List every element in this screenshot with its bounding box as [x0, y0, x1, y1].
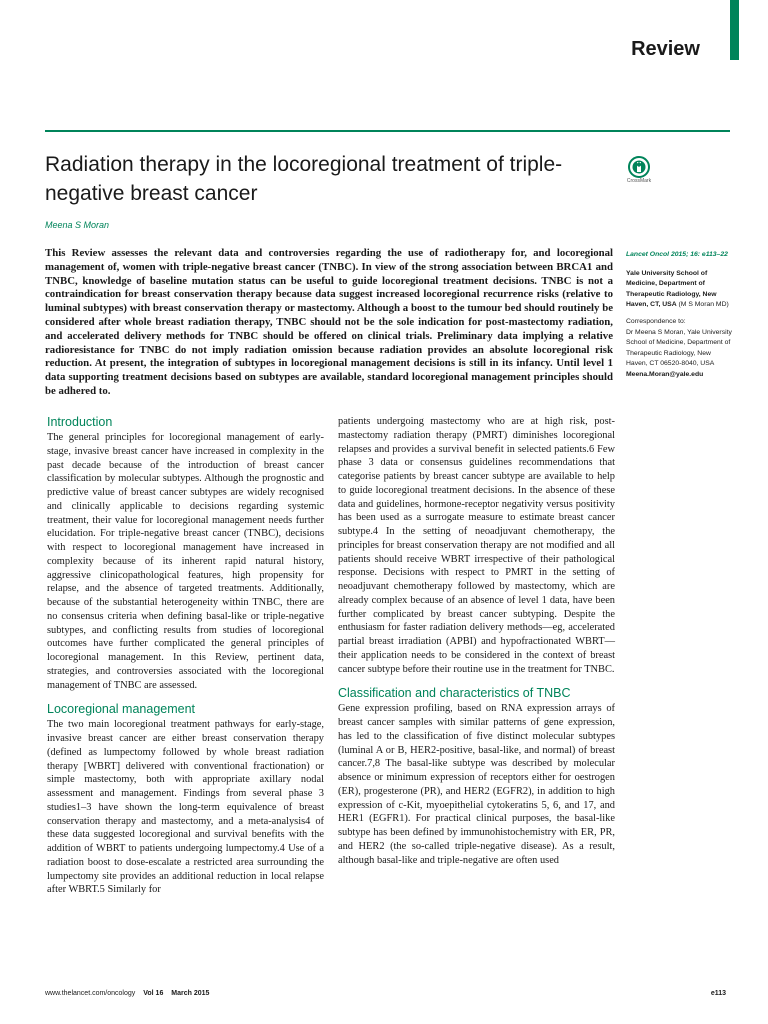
footer-url[interactable]: www.thelancet.com/oncology [45, 990, 136, 997]
page-number: e113 [710, 990, 726, 997]
article-title: Radiation therapy in the locoregional treatment of triple-negative breast cancer [45, 153, 563, 205]
locoregional-heading: Locoregional management [47, 702, 196, 717]
affiliation-institution: Yale University School of Medicine, Department of Therapeutic Radiology, New Haven, CT, USA [626, 269, 717, 309]
footer-date: March 2015 [171, 990, 210, 997]
correspondence-email[interactable]: Meena.Moran@yale.edu [626, 370, 704, 378]
classification-heading: Classification and characteristics of TNBC [338, 686, 571, 701]
locoregional-text: The two main locoregional treatment pathways for early-stage, invasive breast cancer are either breast conservation therapy (defined as lumpectomy followed by whole breast radiation therapy [WBRT] delivered with conventional fractionation) or simple mastectomy, both with appropriate axillary nodal assessment and management. Findings from several phase 3 studies1–3 have shown the long-term equivalence of breast conservation therapy and mastectomy, and a meta-analysis4 of these data suggested locoregional and survival benefits with the addition of WBRT to patients undergoing lumpectomy.4 Use of a radiation boost to dose-escalate a restricted area surrounding the lumpectomy site provides an additional reduction in local relapse after WBRT.5 Similarly for [47, 719, 324, 896]
section-label: Review [631, 38, 700, 60]
right-column [338, 415, 615, 867]
article-sidebar [626, 250, 734, 381]
correspondence-address: Dr Meena S Moran, Yale University School of Medicine, Department of Therapeutic Radiology, New Haven, CT 06520-8040, USA [626, 328, 732, 368]
classification-text: Gene expression profiling, based on RNA expression arrays of breast cancer samples with similar patterns of gene expression, has led to the classification of five distinct molecular subtypes (luminal A or B, HER2-positive, basal-like, and normal) of breast cancer.7,8 The basal-like subtype was described by molecular absence or minimum expression of receptors either for oestrogen (ER), progesterone (PR), and HER2 (EGFR2), in addition to high expression of c-Kit, myoepithelial cytokeratins 5, 6, and 17, and HER1 (EGFR1). For practical clinical purposes, the basal-like subtype has been defined by immunohistochemistry with ER, PR, and HER2 (the so-called triple-negative disease). As a result, although basal-like and triple-negative are often used [338, 703, 615, 866]
header-rule [45, 130, 730, 132]
crossmark-badge[interactable] [626, 156, 652, 184]
crossmark-icon [628, 156, 650, 178]
correspondence-label: Correspondence to: [626, 317, 686, 325]
introduction-text: The general principles for locoregional management of early-stage, invasive breast cancer have increased in complexity in the past decade because of the introduction of breast cancer classification by molecular subtypes. Although the prognostic and predictive value of breast cancer subtypes are widely recognised and clinically applicable to decisions regarding systemic treatment, their value for locoregional management needs further elucidation. For triple-negative breast cancer (TNBC), decisions with respect to locoregional management have increased in complexity because of its inherent rapid natural history, aggressive clinicopathological features, high propensity for relapse, and the absence of targeted treatments. Additionally, because of the substantial heterogeneity within TNBC, there are no consensus criteria when defining basal-like or triple-negative subtypes, and conflicting results from studies of locoregional outcomes have further complicated the general principles of locoregional management. In this Review, pertinent data, strategies, and controversies associated with the locoregional management of TNBC are assessed. [47, 432, 324, 691]
citation: Lancet Oncol 2015; 16: e113–22 [626, 251, 728, 258]
abstract: This Review assesses the relevant data and controversies regarding the use of radiotherapy for, and locoregional management of, women with triple-negative breast cancer (TNBC). In view of the strong association between BRCA1 and TNBC, knowledge of baseline mutation status can be useful to guide locoregional treatment decisions. TNBC is not a contraindication for breast conservation therapy because data suggest increased locoregional recurrence risks (relative to luminal subtypes) with breast conservation therapy or mastectomy. Although a boost to the tumour bed should routinely be considered after whole breast radiation therapy, TNBC should not be the sole indication for post-mastectomy radiation, and accelerated delivery methods for TNBC should be offered on clinical trials. Preliminary data implying a relative radioresistance for TNBC do not imply radiation omission because radiation provides an absolute locoregional risk reduction. At present, the integration of subtypes in locoregional management decisions is still in its infancy. Until level 1 data supporting treatment decisions based on subtypes are available, standard locoregional management principles should be adhered to. [45, 247, 613, 397]
section-color-bar [730, 0, 739, 60]
author-name: Meena S Moran [45, 220, 110, 230]
footer-left [45, 990, 209, 997]
footer-volume: Vol 16 [143, 990, 164, 997]
crossmark-label: CrossMark [626, 178, 652, 184]
continued-text: patients undergoing mastectomy who are at high risk, post-mastectomy radiation therapy (PMRT) diminishes locoregional relapses and provides a survival benefit in selected patients.6 Few phase 3 data or consensus guidelines recommendations that categorise patients by breast cancer subtype are available to help to guide locoregional treatment decisions. In the absence of these data and guidelines, hormone-receptor negativity versus positivity has been used as a surrogate measure to estimate breast cancer subtype.4 In the setting of neoadjuvant chemotherapy, the principles for breast conservation therapy are not modified and all patients should receive WBRT irrespective of their pathological response. Decisions with respect to PMRT in the setting of neoadjuvant chemotherapy followed by mastectomy, which are already complex because of an absence of level 1 data, have been further complicated by breast cancer subtyping. Despite the enthusiasm for faster radiation delivery methods—eg, accelerated partial breast irradiation (APBI) and hypofractionated WBRT—their application needs to be considered in the context of breast cancer subtype before their routine use in the treatment for TNBC. [338, 416, 615, 675]
left-column [47, 415, 324, 897]
affiliation-note: (M S Moran MD) [678, 301, 729, 309]
affiliation [626, 269, 734, 311]
introduction-heading: Introduction [47, 415, 113, 429]
